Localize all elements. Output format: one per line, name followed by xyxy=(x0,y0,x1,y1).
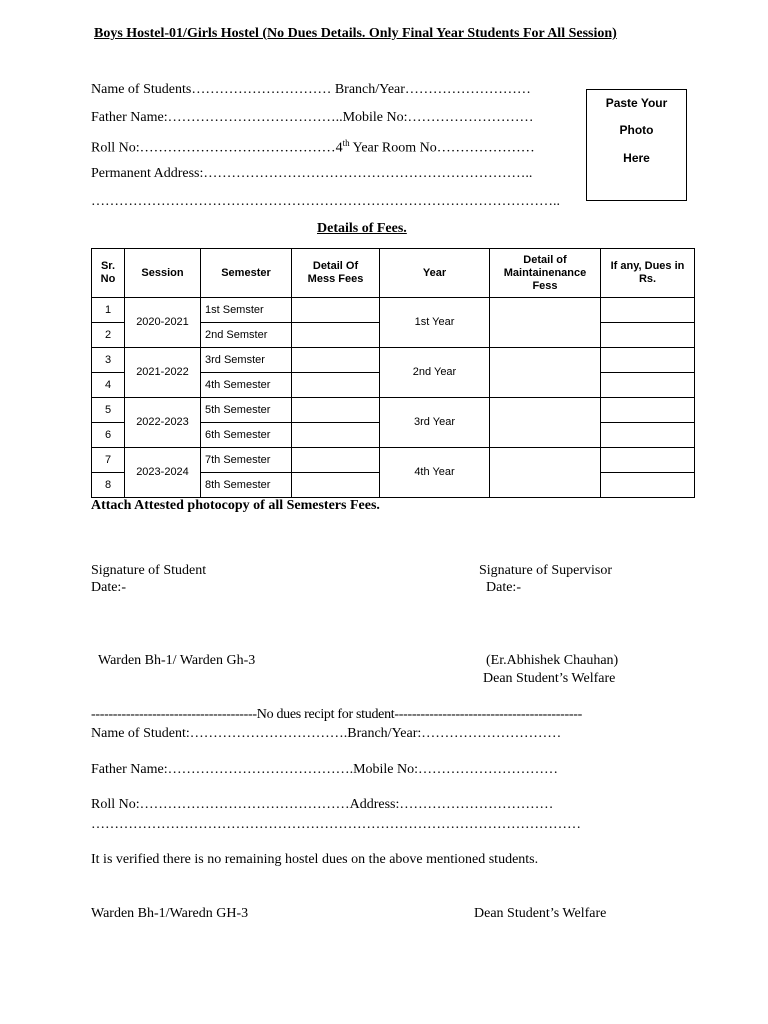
father-mobile-line: Father Name:………………………………..Mobile No:……………………… xyxy=(91,110,534,125)
address-continuation-line: ……………………………………………………………………………………….. xyxy=(91,194,560,209)
mess-fee-cell xyxy=(292,423,380,448)
receipt-warden-label: Warden Bh-1/Waredn GH-3 xyxy=(91,906,249,921)
maintenance-fee-cell xyxy=(490,348,601,398)
roll-room-text-pre: Roll No:……………………………………4 xyxy=(91,140,343,156)
header-maintenance-fees: Detail of Maintainenance Fess xyxy=(490,249,601,298)
mess-fee-cell xyxy=(292,323,380,348)
dues-cell xyxy=(601,373,695,398)
dues-cell xyxy=(601,323,695,348)
mess-fee-cell xyxy=(292,398,380,423)
sr-cell: 5 xyxy=(92,398,125,423)
mess-fee-cell xyxy=(292,373,380,398)
sr-cell: 6 xyxy=(92,423,125,448)
mess-fee-cell xyxy=(292,348,380,373)
semester-cell: 8th Semester xyxy=(201,473,292,498)
table-row xyxy=(92,448,695,473)
dues-cell xyxy=(601,298,695,323)
receipt-address-continuation-line: …………………………………………………………………………………………… xyxy=(91,817,581,832)
permanent-address-line: Permanent Address:…………………………………………………………….. xyxy=(91,166,533,181)
year-cell: 4th Year xyxy=(380,448,490,498)
photo-label-3: Here xyxy=(623,151,650,165)
roll-room-line xyxy=(91,138,535,157)
session-cell: 2023-2024 xyxy=(125,448,201,498)
header-dues: If any, Dues in Rs. xyxy=(601,249,695,298)
roll-room-text-post: Year Room No………………… xyxy=(349,140,535,156)
verification-statement: It is verified there is no remaining hostel dues on the above mentioned students. xyxy=(91,852,539,867)
table-header-row xyxy=(92,249,695,298)
name-branch-line: Name of Students………………………… Branch/Year……………………… xyxy=(91,82,531,97)
attach-note: Attach Attested photocopy of all Semesters Fees. xyxy=(91,498,380,513)
semester-cell: 6th Semester xyxy=(201,423,292,448)
signature-supervisor: Signature of Supervisor xyxy=(479,563,612,578)
receipt-dean-label: Dean Student’s Welfare xyxy=(474,906,607,921)
sr-cell: 3 xyxy=(92,348,125,373)
receipt-father-mobile-line: Father Name:………………………………….Mobile No:………………………… xyxy=(91,762,559,777)
header-session: Session xyxy=(125,249,201,298)
dues-cell xyxy=(601,423,695,448)
student-date: Date:- xyxy=(91,580,126,595)
sr-cell: 4 xyxy=(92,373,125,398)
semester-cell: 1st Semster xyxy=(201,298,292,323)
sr-cell: 2 xyxy=(92,323,125,348)
year-cell: 3rd Year xyxy=(380,398,490,448)
session-cell: 2020-2021 xyxy=(125,298,201,348)
table-row xyxy=(92,348,695,373)
signature-student: Signature of Student xyxy=(91,563,207,578)
header-semester: Semester xyxy=(201,249,292,298)
dues-cell xyxy=(601,398,695,423)
supervisor-date: Date:- xyxy=(486,580,521,595)
receipt-divider: --------------------------------------No dues recipt for student------------------------------------------- xyxy=(91,707,582,722)
photo-label-1: Paste Your xyxy=(605,96,668,110)
semester-cell: 5th Semester xyxy=(201,398,292,423)
header-year: Year xyxy=(380,249,490,298)
photo-label-2: Photo xyxy=(619,123,654,137)
warden-label: Warden Bh-1/ Warden Gh-3 xyxy=(98,653,256,668)
year-cell: 2nd Year xyxy=(380,348,490,398)
page-title: Boys Hostel-01/Girls Hostel (No Dues Details. Only Final Year Students For All Session) xyxy=(94,26,617,41)
dean-name: (Er.Abhishek Chauhan) xyxy=(486,653,619,668)
receipt-roll-address-line: Roll No:………………………………………Address:…………………………… xyxy=(91,797,554,812)
semester-cell: 4th Semester xyxy=(201,373,292,398)
sr-cell: 7 xyxy=(92,448,125,473)
photo-box xyxy=(586,89,687,201)
dues-cell xyxy=(601,448,695,473)
maintenance-fee-cell xyxy=(490,298,601,348)
table-row xyxy=(92,298,695,323)
semester-cell: 7th Semester xyxy=(201,448,292,473)
maintenance-fee-cell xyxy=(490,448,601,498)
header-sr-no: Sr. No xyxy=(92,249,125,298)
sr-cell: 1 xyxy=(92,298,125,323)
mess-fee-cell xyxy=(292,473,380,498)
session-cell: 2022-2023 xyxy=(125,398,201,448)
maintenance-fee-cell xyxy=(490,398,601,448)
dues-cell xyxy=(601,348,695,373)
session-cell: 2021-2022 xyxy=(125,348,201,398)
dean-title: Dean Student’s Welfare xyxy=(483,671,616,686)
header-mess-fees: Detail Of Mess Fees xyxy=(292,249,380,298)
table-row xyxy=(92,398,695,423)
ordinal-suffix: th xyxy=(342,138,350,148)
receipt-name-branch-line: Name of Student:…………………………….Branch/Year:………………………… xyxy=(91,726,562,741)
fees-table xyxy=(91,248,695,498)
sr-cell: 8 xyxy=(92,473,125,498)
semester-cell: 2nd Semster xyxy=(201,323,292,348)
dues-cell xyxy=(601,473,695,498)
mess-fee-cell xyxy=(292,298,380,323)
semester-cell: 3rd Semster xyxy=(201,348,292,373)
year-cell: 1st Year xyxy=(380,298,490,348)
fees-section-title: Details of Fees. xyxy=(317,221,407,236)
mess-fee-cell xyxy=(292,448,380,473)
